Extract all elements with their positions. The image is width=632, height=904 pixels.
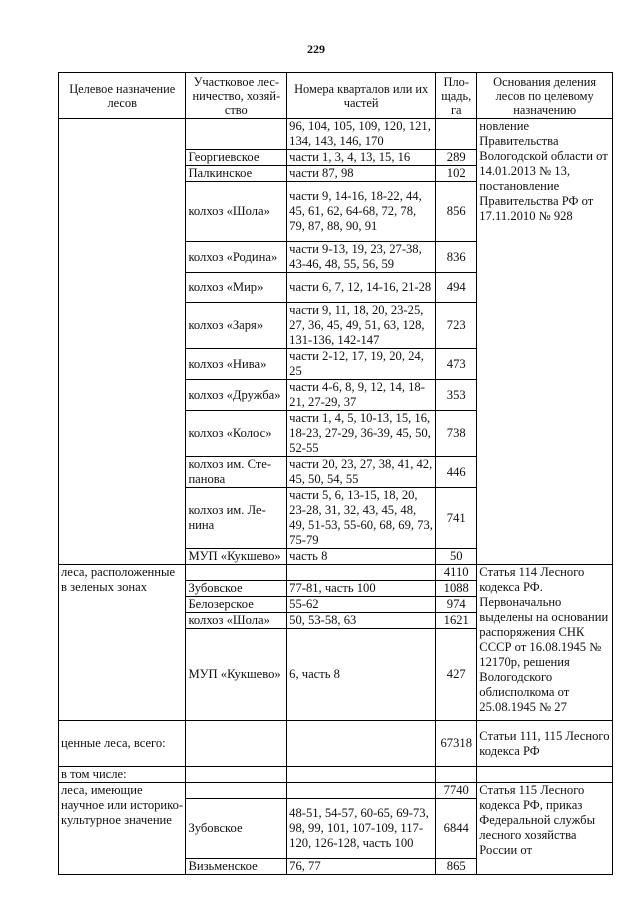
area-cell: 856 <box>436 182 477 242</box>
science-purpose-cell: леса, имеющие научное или историко-культурное значение <box>59 783 186 875</box>
forestry-cell: Визьменское <box>186 859 287 875</box>
forestry-cell: колхоз «Шола» <box>186 613 287 629</box>
area-cell: 102 <box>436 166 477 182</box>
area-cell: 473 <box>436 349 477 380</box>
area-cell: 353 <box>436 380 477 411</box>
area-cell: 865 <box>436 859 477 875</box>
header-forestry: Участковое лес-ничество, хозяй-ство <box>186 73 287 119</box>
area-cell-empty <box>436 767 477 783</box>
forestry-cell: колхоз «Мир» <box>186 273 287 303</box>
header-quarters: Номера кварталов или их частей <box>287 73 436 119</box>
header-area: Пло-щадь, га <box>436 73 477 119</box>
quarters-cell: 6, часть 8 <box>287 629 436 721</box>
quarters-cell: 76, 77 <box>287 859 436 875</box>
area-cell: 427 <box>436 629 477 721</box>
quarters-cell: части 5, 6, 13-15, 18, 20, 23-28, 31, 32, 43, 45, 48, 49, 51-53, 55-60, 68, 69, 73, 75-79 <box>287 488 436 549</box>
area-cell: 494 <box>436 273 477 303</box>
quarters-cell: части 1, 3, 4, 13, 15, 16 <box>287 150 436 166</box>
quarters-cell: части 2-12, 17, 19, 20, 24, 25 <box>287 349 436 380</box>
forestry-cell-empty <box>186 721 287 767</box>
area-cell: 289 <box>436 150 477 166</box>
quarters-cell-empty <box>287 721 436 767</box>
forestry-cell-empty <box>186 783 287 799</box>
science-basis-cell: Статья 115 Лесного кодекса РФ, приказ Федеральной службы лесного хозяйства России от <box>477 783 613 875</box>
forestry-cell: колхоз «Нива» <box>186 349 287 380</box>
area-cell <box>436 119 477 150</box>
quarters-cell: 77-81, часть 100 <box>287 581 436 597</box>
forestry-cell: МУП «Кукшево» <box>186 629 287 721</box>
header-basis: Основания деления лесов по целевому назначению <box>477 73 613 119</box>
basis-cell: новление Правительства Вологодской области от 14.01.2013 № 13, постановление Правительства РФ от 17.11.2010 № 928 <box>477 119 613 565</box>
quarters-cell: 50, 53-58, 63 <box>287 613 436 629</box>
quarters-cell: 55-62 <box>287 597 436 613</box>
forestry-cell: Палкинское <box>186 166 287 182</box>
green-purpose-cell: леса, расположенные в зеленых зонах <box>59 565 186 721</box>
quarters-cell: часть 8 <box>287 549 436 565</box>
area-cell: 738 <box>436 411 477 457</box>
forestry-cell: колхоз «Шола» <box>186 182 287 242</box>
quarters-cell-empty <box>287 767 436 783</box>
green-basis-cell: Статья 114 Лесного кодекса РФ. Первоначально выделены на основании распоряжения СНК СССР от 16.08.1945 № 12170р, решения Вологодского облисполкома от 25.08.1945 № 27 <box>477 565 613 721</box>
quarters-cell: части 87, 98 <box>287 166 436 182</box>
including-cell: в том числе: <box>59 767 186 783</box>
area-cell: 1088 <box>436 581 477 597</box>
forestry-cell: колхоз им. Ле-нина <box>186 488 287 549</box>
area-cell: 6844 <box>436 799 477 859</box>
quarters-cell: части 6, 7, 12, 14-16, 21-28 <box>287 273 436 303</box>
area-cell: 1621 <box>436 613 477 629</box>
forestry-cell: колхоз «Родина» <box>186 242 287 273</box>
area-cell: 67318 <box>436 721 477 767</box>
forestry-cell: Георгиевское <box>186 150 287 166</box>
table-row <box>59 119 613 150</box>
area-total-cell: 7740 <box>436 783 477 799</box>
area-cell: 974 <box>436 597 477 613</box>
forest-purpose-table <box>58 72 613 875</box>
table-row <box>59 783 613 799</box>
quarters-cell: части 9-13, 19, 23, 27-38, 43-46, 48, 55, 56, 59 <box>287 242 436 273</box>
area-cell: 741 <box>436 488 477 549</box>
table-row <box>59 565 613 581</box>
table-row <box>59 767 613 783</box>
forestry-cell: колхоз «Дружба» <box>186 380 287 411</box>
forestry-cell: колхоз «Заря» <box>186 303 287 349</box>
quarters-cell: части 4-6, 8, 9, 12, 14, 18-21, 27-29, 37 <box>287 380 436 411</box>
valuable-purpose-cell: ценные леса, всего: <box>59 721 186 767</box>
forestry-cell: колхоз «Колос» <box>186 411 287 457</box>
forestry-cell: Зубовское <box>186 581 287 597</box>
quarters-cell: 48-51, 54-57, 60-65, 69-73, 98, 99, 101, 107-109, 117-120, 126-128, часть 100 <box>287 799 436 859</box>
forestry-cell <box>186 119 287 150</box>
quarters-cell: части 20, 23, 27, 38, 41, 42, 45, 50, 54, 55 <box>287 457 436 488</box>
basis-cell-empty <box>477 767 613 783</box>
purpose-cell-empty <box>59 119 186 565</box>
quarters-cell: 96, 104, 105, 109, 120, 121, 134, 143, 146, 170 <box>287 119 436 150</box>
quarters-cell-empty <box>287 565 436 581</box>
area-total-cell: 4110 <box>436 565 477 581</box>
area-cell: 836 <box>436 242 477 273</box>
area-cell: 50 <box>436 549 477 565</box>
forestry-cell: Белозерское <box>186 597 287 613</box>
forestry-cell: колхоз им. Сте-панова <box>186 457 287 488</box>
header-purpose: Целевое назначение лесов <box>59 73 186 119</box>
forestry-cell-empty <box>186 565 287 581</box>
forestry-cell-empty <box>186 767 287 783</box>
valuable-basis-cell: Статьи 111, 115 Лесного кодекса РФ <box>477 721 613 767</box>
quarters-cell: части 9, 14-16, 18-22, 44, 45, 61, 62, 64-68, 72, 78, 79, 87, 88, 90, 91 <box>287 182 436 242</box>
forestry-cell: Зубовское <box>186 799 287 859</box>
area-cell: 723 <box>436 303 477 349</box>
forestry-cell: МУП «Кукшево» <box>186 549 287 565</box>
quarters-cell: части 1, 4, 5, 10-13, 15, 16, 18-23, 27-29, 36-39, 45, 50, 52-55 <box>287 411 436 457</box>
quarters-cell: части 9, 11, 18, 20, 23-25, 27, 36, 45, 49, 51, 63, 128, 131-136, 142-147 <box>287 303 436 349</box>
page-number: 229 <box>307 42 325 56</box>
area-cell: 446 <box>436 457 477 488</box>
quarters-cell-empty <box>287 783 436 799</box>
table-row <box>59 721 613 767</box>
